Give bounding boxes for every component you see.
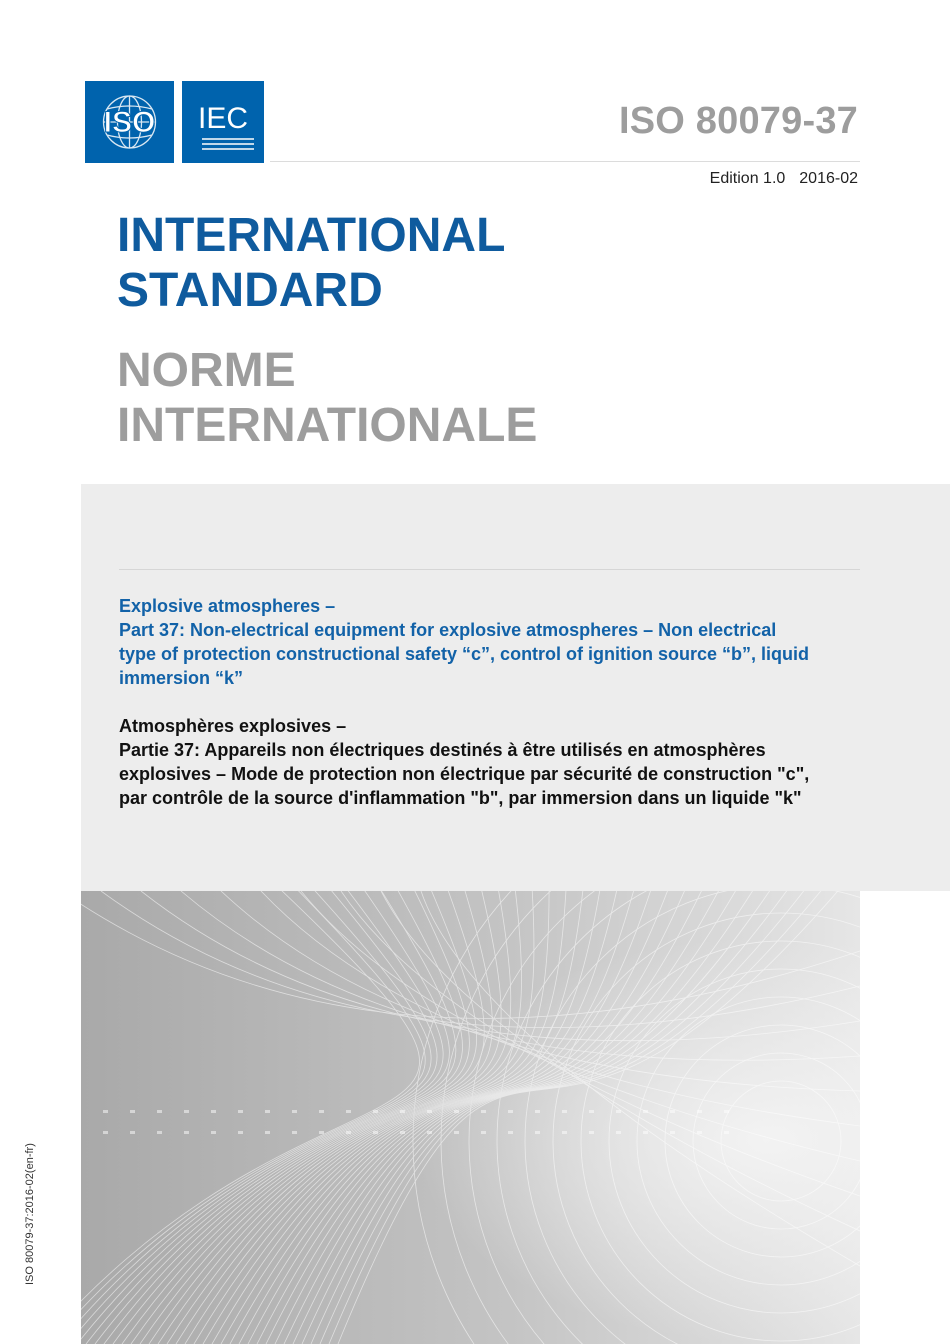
subtitle-french-line: par contrôle de la source d'inflammation "b", par immersion dans un liquide "k" — [119, 788, 802, 808]
artwork-dot — [292, 1110, 297, 1113]
artwork-dot — [427, 1110, 432, 1113]
artwork-dot — [400, 1131, 405, 1134]
iso-logo — [85, 81, 174, 163]
artwork-dot — [589, 1131, 594, 1134]
subtitle-french-line: Partie 37: Appareils non électriques destinés à être utilisés en atmosphères — [119, 740, 766, 760]
cover-artwork-graphic — [81, 891, 860, 1344]
artwork-dot — [211, 1131, 216, 1134]
artwork-dot — [454, 1131, 459, 1134]
artwork-dot — [616, 1110, 621, 1113]
title-english-line: STANDARD — [117, 264, 383, 317]
artwork-dot — [265, 1131, 270, 1134]
artwork-dot — [238, 1131, 243, 1134]
artwork-dot — [697, 1110, 702, 1113]
artwork-dot — [184, 1131, 189, 1134]
artwork-dot — [670, 1131, 675, 1134]
iec-mark-icon — [182, 81, 264, 163]
document-number: ISO 80079-37 — [618, 100, 858, 142]
iso-globe-icon — [85, 81, 174, 163]
artwork-dot — [103, 1110, 108, 1113]
artwork-dot — [373, 1110, 378, 1113]
artwork-dot — [292, 1131, 297, 1134]
subtitle-french — [119, 714, 864, 810]
artwork-dot — [184, 1110, 189, 1113]
spine-reference: ISO 80079-37:2016-02(en-fr) — [24, 1143, 36, 1285]
panel-divider — [119, 569, 860, 570]
artwork-dot — [346, 1131, 351, 1134]
artwork-dot — [157, 1110, 162, 1113]
edition-date: 2016-02 — [799, 170, 858, 187]
header-divider — [270, 161, 860, 162]
artwork-dot — [319, 1131, 324, 1134]
title-french-line: INTERNATIONALE — [117, 399, 538, 452]
artwork-dot — [643, 1131, 648, 1134]
artwork-dot — [157, 1131, 162, 1134]
artwork-dot — [211, 1110, 216, 1113]
artwork-dot — [481, 1110, 486, 1113]
subtitle-english-line: type of protection constructional safety “c”, control of ignition source “b”, liquid — [119, 644, 810, 664]
artwork-dot — [346, 1110, 351, 1113]
artwork-dot — [562, 1110, 567, 1113]
artwork-dot — [454, 1110, 459, 1113]
edition-label: Edition 1.0 — [709, 170, 786, 187]
artwork-dot — [697, 1131, 702, 1134]
title-english — [117, 208, 505, 318]
iec-logo — [182, 81, 264, 163]
title-french-line: NORME — [117, 344, 296, 397]
subtitle-english — [119, 594, 864, 690]
title-french — [117, 343, 537, 453]
artwork-dot — [643, 1110, 648, 1113]
artwork-dot — [670, 1110, 675, 1113]
artwork-dot — [724, 1131, 729, 1134]
subtitle-french-line: Atmosphères explosives – — [119, 716, 347, 736]
artwork-dot — [535, 1110, 540, 1113]
artwork-dot — [589, 1110, 594, 1113]
artwork-dot — [130, 1110, 135, 1113]
artwork-dot — [508, 1110, 513, 1113]
artwork-dot — [481, 1131, 486, 1134]
artwork-dot — [238, 1110, 243, 1113]
artwork-dot — [400, 1110, 405, 1113]
artwork-dot — [319, 1110, 324, 1113]
edition-info — [710, 170, 858, 188]
artwork-dot — [265, 1110, 270, 1113]
artwork-dot — [562, 1131, 567, 1134]
subtitle-english-line: immersion “k” — [119, 668, 244, 688]
title-english-line: INTERNATIONAL — [117, 209, 506, 262]
artwork-dot — [535, 1131, 540, 1134]
iec-logo-text: IEC — [197, 102, 249, 135]
artwork-dot — [508, 1131, 513, 1134]
subtitle-english-line: Explosive atmospheres – — [119, 596, 336, 616]
subtitle-english-line: Part 37: Non-electrical equipment for explosive atmospheres – Non electrical — [119, 620, 777, 640]
cover-artwork — [81, 891, 860, 1344]
artwork-dot — [724, 1110, 729, 1113]
subtitle-french-line: explosives – Mode de protection non électrique par sécurité de construction "c", — [119, 764, 810, 784]
artwork-dot — [427, 1131, 432, 1134]
artwork-dot — [616, 1131, 621, 1134]
iso-logo-text: ISO — [103, 106, 156, 139]
artwork-dot — [130, 1131, 135, 1134]
artwork-dot — [103, 1131, 108, 1134]
artwork-dot — [373, 1131, 378, 1134]
